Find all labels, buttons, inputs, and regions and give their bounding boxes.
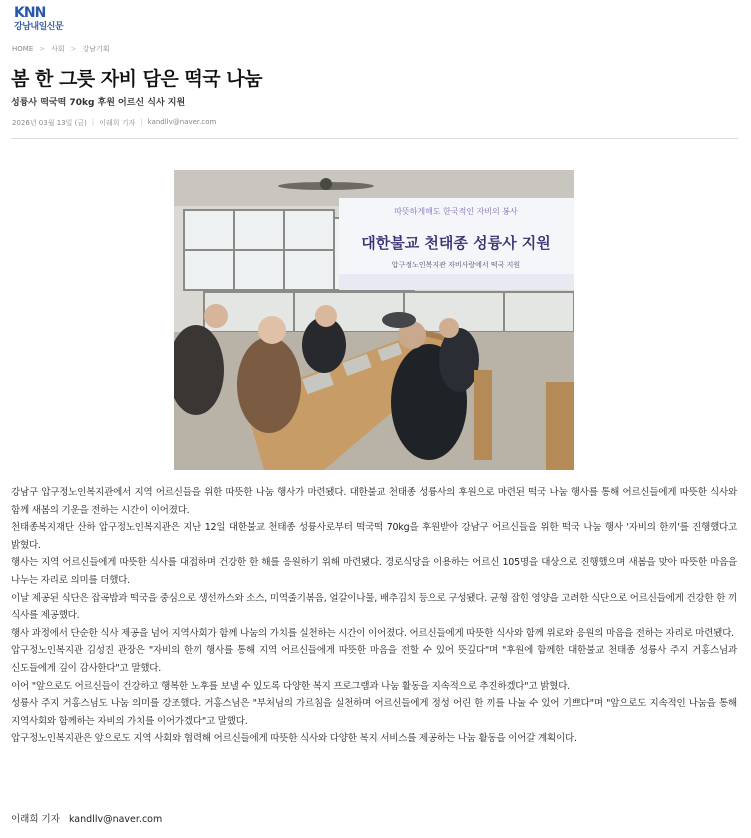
byline-reporter: 이래희 기자: [11, 814, 60, 825]
byline-email[interactable]: kandllv@naver.com: [68, 814, 163, 825]
article-email[interactable]: kandllv@naver.com: [147, 118, 217, 126]
breadcrumb-section[interactable]: 사회: [51, 45, 65, 53]
article-date: 2026년 03월 13일 (금): [12, 119, 87, 127]
article-body: [11, 484, 737, 748]
article-paragraph: 압구정노인복지관은 앞으로도 지역 사회와 협력해 어르신들에게 따뜻한 식사와 다양한 복지 서비스를 제공하는 나눔 활동을 이어갈 계획이다.: [11, 733, 577, 745]
article-title: 봄 한 그릇 자비 담은 떡국 나눔: [11, 68, 262, 90]
article-photo: [174, 170, 574, 470]
article-paragraph: 천태종복지재단 산하 압구정노인복지관은 지난 12일 대한불교 천태종 성륭사로부터 떡국떡 70kg을 후원받아 강남구 어르신들을 위한 떡국 나눔 행사 '자비의 한끼'를 진행했다고 밝혔다.: [11, 522, 737, 551]
article-meta: [12, 118, 216, 128]
breadcrumb-category[interactable]: 강남기획: [82, 45, 110, 53]
article-paragraph: 압구정노인복지관 김성진 관장은 "자비의 한끼 행사를 통해 지역 어르신들에게 따뜻한 마음을 전할 수 있어 뜻깊다"며 "후원에 함께한 대한불교 천태종 성륭사 주지 거홍스님과 신도들에게 깊이 감사한다"고 말했다.: [11, 645, 737, 674]
article-paragraph: 강남구 압구정노인복지관에서 지역 어르신들을 위한 따뜻한 나눔 행사가 마련됐다. 대한불교 천태종 성륭사의 후원으로 마련된 떡국 나눔 행사를 통해 어르신들에게 따뜻한 식사와 함께 새봄의 기운을 전하는 시간이 이어졌다.: [11, 487, 737, 516]
meta-separator: |: [140, 118, 143, 126]
site-logo[interactable]: [14, 6, 74, 36]
article-paragraph: 행사는 지역 어르신들에게 따뜻한 식사를 대접하며 건강한 한 해를 응원하기 위해 마련됐다. 경로식당을 이용하는 어르신 105명을 대상으로 진행했으며 새봄을 맞아 따뜻한 마음을 나누는 자리로 의미를 더했다.: [11, 557, 737, 586]
logo-mark: KNN: [14, 5, 46, 21]
article-paragraph: 이어 "앞으로도 어르신들이 건강하고 행복한 노후를 보낼 수 있도록 다양한 복지 프로그램과 나눔 활동을 지속적으로 추진하겠다"고 밝혔다.: [11, 680, 570, 692]
article-reporter: 이래희 기자: [99, 119, 136, 127]
article-subtitle: 성륭사 떡국떡 70kg 후원 어르신 식사 지원: [11, 98, 186, 108]
photo-banner-line1: 따뜻하게해도 한국적인 자비의 봉사: [394, 207, 518, 216]
logo-name: 강남내일신문: [14, 22, 64, 32]
photo-banner-line2: 대한불교 천태종 성륭사 지원: [361, 234, 551, 252]
photo-banner-line3: 압구정노인복지관 자비사랑에서 떡국 지원: [391, 261, 521, 269]
article-paragraph: 행사 과정에서 단순한 식사 제공을 넘어 지역사회가 함께 나눔의 가치를 실천하는 시간이 이어졌다. 어르신들에게 따뜻한 식사와 함께 위로와 응원의 마음을 전하는 자리로 마련됐다.: [11, 627, 734, 639]
breadcrumb-separator: >: [39, 45, 46, 53]
breadcrumb-separator: >: [70, 45, 77, 53]
article-byline: [11, 811, 162, 825]
breadcrumb-home[interactable]: HOME: [12, 45, 34, 53]
breadcrumb: [12, 44, 110, 54]
header-divider: [11, 138, 738, 139]
article-paragraph: 이날 제공된 식단은 잡곡밥과 떡국을 중심으로 생선까스와 소스, 미역줄기볶음, 얼갈이나물, 배추김치 등으로 구성됐다. 균형 잡힌 영양을 고려한 식단으로 어르신들에게 건강한 한 끼 식사를 제공했다.: [11, 592, 737, 622]
article-paragraph: 성륭사 주지 거홍스님도 나눔 의미를 강조했다. 거홍스님은 "부처님의 가르침을 실천하며 어르신들에게 정성 어린 한 끼를 나눌 수 있어 기쁘다"며 "앞으로도 지속적인 나눔을 통해 지역사회와 함께하는 자비의 가치를 이어가겠다"고 말했다.: [11, 698, 737, 727]
meta-separator: |: [91, 118, 95, 126]
